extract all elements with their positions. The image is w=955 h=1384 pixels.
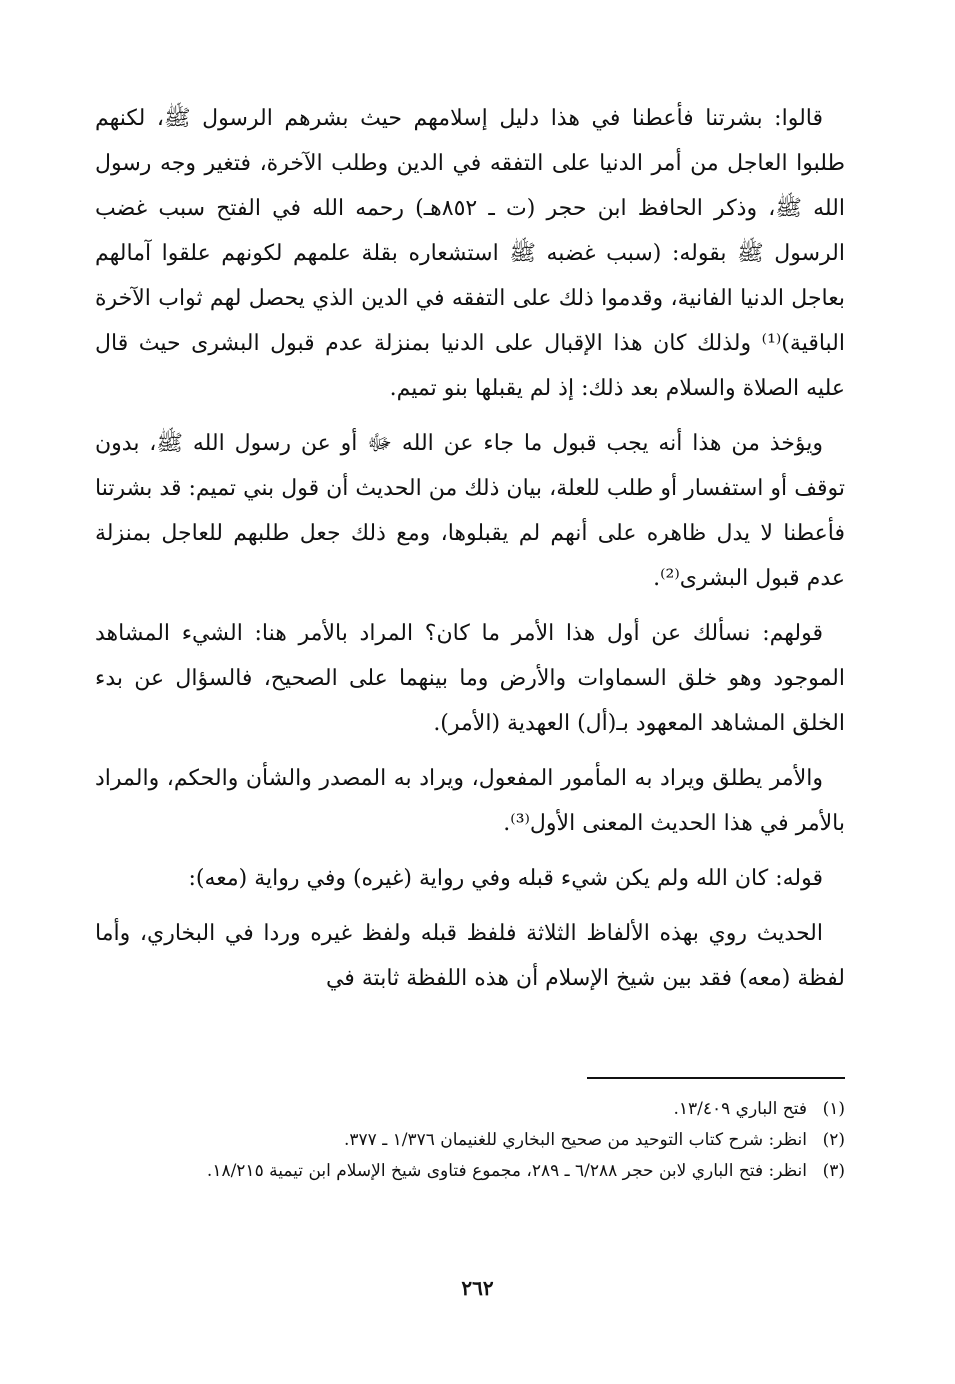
footnote-text: فتح الباري ١٣/٤٠٩. [673,1099,807,1119]
footnote-divider [587,1077,845,1079]
paragraph-6: الحديث روي بهذه الألفاظ الثلاثة فلفظ قبله ولفظ غيره وردا في البخاري، وأما لفظة (معه) فقد بين شيخ الإسلام أن هذه اللفظة ثابتة في [95,921,845,991]
footnote-3 [95,1156,845,1187]
paragraph-5: قوله: كان الله ولم يكن شيء قبله وفي رواية (غيره) وفي رواية (معه): [188,866,823,891]
footnote-text: انظر: شرح كتاب التوحيد من صحيح البخاري للغنيمان ١/٣٧٦ ـ ٣٧٧. [343,1130,807,1150]
footnote-number: (١) [822,1099,845,1119]
paragraph-4: والأمر يطلق ويراد به المأمور المفعول، ويراد به المصدر والشأن والحكم، والمراد بالأمر في هذا الحديث المعنى الأول⁽³⁾. [95,766,845,836]
footnotes [95,1094,845,1187]
footnote-number: (٢) [822,1130,845,1150]
footnote-2 [95,1125,845,1156]
footnote-text: انظر: فتح الباري لابن حجر ٦/٢٨٨ ـ ٢٨٩، مجموع فتاوى شيخ الإسلام ابن تيمية ١٨/٢١٥. [206,1161,807,1181]
footnote-1 [95,1094,845,1125]
paragraph-3: قولهم: نسألك عن أول هذا الأمر ما كان؟ المراد بالأمر هنا: الشيء المشاهد الموجود وهو خلق السماوات والأرض وما بينهما على الصحيح، فالسؤال عن بدء الخلق المشاهد المعهود بـ(أل) العهدية (الأمر). [95,621,845,736]
main-text [95,96,845,1011]
page-number: ٢٦٢ [461,1276,494,1300]
paragraph-2: ويؤخذ من هذا أنه يجب قبول ما جاء عن الله ﷻ أو عن رسول الله ﷺ، بدون توقف أو استفسار أو طلب للعلة، بيان ذلك من الحديث أن قول بني تميم: قد بشرتنا فأعطنا لا يدل ظاهره على أنهم لم يقبلوها، ومع ذلك جعل طلبهم للعاجل بمنزلة عدم قبول البشرى⁽²⁾. [95,431,845,591]
paragraph-1: قالوا: بشرتنا فأعطنا في هذا دليل إسلامهم حيث بشرهم الرسول ﷺ، لكنهم طلبوا العاجل من أمر الدنيا على التفقه في الدين وطلب الآخرة، فتغير وجه رسول الله ﷺ، وذكر الحافظ ابن حجر (ت ـ ٨٥٢هـ) رحمه الله في الفتح سبب غضب الرسول ﷺ بقوله: (سبب غضبه ﷺ استشعاره بقلة علمهم لكونهم علقوا آمالهم بعاجل الدنيا الفانية، وقدموا ذلك على التفقه في الدين الذي يحصل لهم ثواب الآخرة الباقية)⁽¹⁾ ولذلك كان هذا الإقبال على الدنيا بمنزلة عدم قبول البشرى حيث قال عليه الصلاة والسلام بعد ذلك: إذ لم يقبلها بنو تميم. [95,106,846,401]
footnote-number: (٣) [822,1161,845,1181]
